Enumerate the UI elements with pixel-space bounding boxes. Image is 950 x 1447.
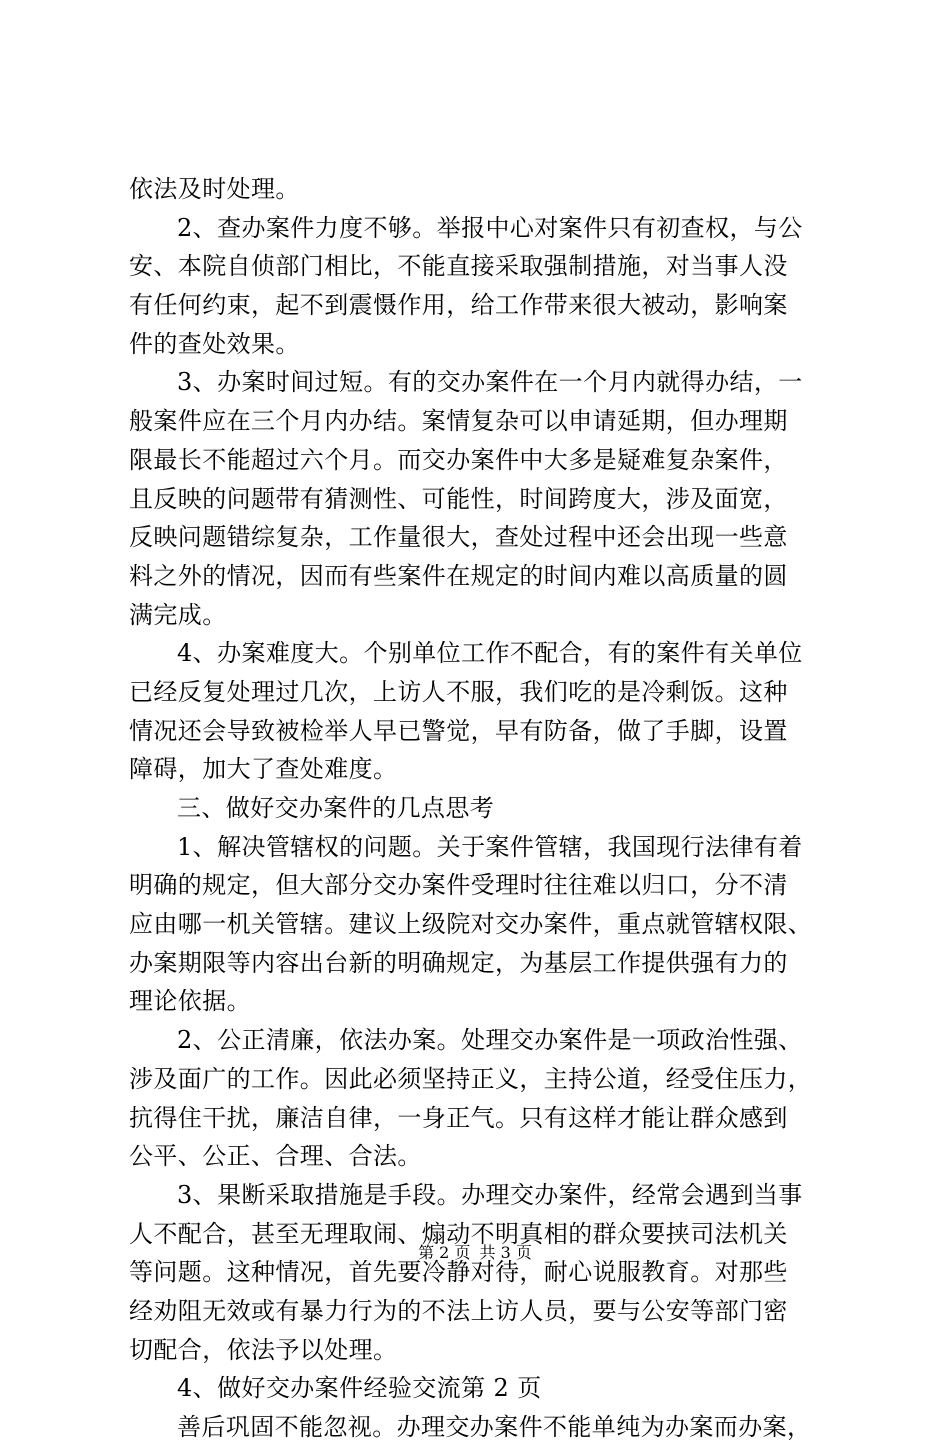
text-line: 善后巩固不能忽视。办理交办案件不能单纯为办案而办案， <box>177 1413 812 1441</box>
text-line: 安、本院自侦部门相比，不能直接采取强制措施，对当事人没 <box>129 252 788 281</box>
text-line: 等问题。这种情况，首先要冷静对待，耐心说服教育。对那些 <box>129 1258 788 1287</box>
text-line: 4、做好交办案件经验交流第 2 页 <box>177 1374 542 1403</box>
text-line: 1、解决管辖权的问题。关于案件管辖，我国现行法律有着 <box>177 832 803 861</box>
text-line: 明确的规定，但大部分交办案件受理时往往难以归口，分不清 <box>129 871 788 900</box>
text-line: 依法及时处理。 <box>129 175 300 203</box>
page-total: 共 3 页 <box>479 1243 532 1262</box>
text-line: 情况还会导致被检举人早已警觉，早有防备，做了手脚，设置 <box>129 716 788 745</box>
text-line: 限最长不能超过六个月。而交办案件中大多是疑难复杂案件， <box>129 445 788 474</box>
text-line: 切配合，依法予以处理。 <box>129 1335 398 1364</box>
text-line: 已经反复处理过几次，上访人不服，我们吃的是冷剩饭。这种 <box>129 677 788 706</box>
text-line: 满完成。 <box>129 600 227 629</box>
text-line: 公平、公正、合理、合法。 <box>129 1142 422 1171</box>
text-line: 2、查办案件力度不够。举报中心对案件只有初查权，与公 <box>177 213 803 242</box>
text-line: 反映问题错综复杂，工作量很大，查处过程中还会出现一些意 <box>129 523 788 552</box>
text-line: 三、做好交办案件的几点思考 <box>177 794 495 822</box>
page-footer <box>0 1243 950 1263</box>
text-line: 有任何约束，起不到震慑作用，给工作带来很大被动，影响案 <box>129 291 788 320</box>
text-line: 涉及面广的工作。因此必须坚持正义，主持公道，经受住压力， <box>129 1064 813 1093</box>
text-line: 2、公正清廉，依法办案。处理交办案件是一项政治性强、 <box>177 1026 803 1055</box>
text-line: 经劝阻无效或有暴力行为的不法上访人员，要与公安等部门密 <box>129 1296 788 1325</box>
text-line: 般案件应在三个月内办结。案情复杂可以申请延期，但办理期 <box>129 407 788 436</box>
text-line: 3、果断采取措施是手段。办理交办案件，经常会遇到当事 <box>177 1180 803 1209</box>
text-line: 料之外的情况，因而有些案件在规定的时间内难以高质量的圆 <box>129 561 788 590</box>
text-line: 3、办案时间过短。有的交办案件在一个月内就得办结，一 <box>177 368 803 397</box>
text-line: 办案期限等内容出台新的明确规定，为基层工作提供强有力的 <box>129 948 788 977</box>
text-line: 抗得住干扰，廉洁自律，一身正气。只有这样才能让群众感到 <box>129 1103 788 1132</box>
text-line: 且反映的问题带有猜测性、可能性，时间跨度大，涉及面宽， <box>129 484 788 513</box>
text-line: 应由哪一机关管辖。建议上级院对交办案件，重点就管辖权限、 <box>129 910 813 939</box>
text-line: 障碍，加大了查处难度。 <box>129 755 398 784</box>
text-line: 件的查处效果。 <box>129 329 300 358</box>
page-number: 第 2 页 <box>418 1243 471 1262</box>
text-line: 人不配合，甚至无理取闹、煽动不明真相的群众要挟司法机关 <box>129 1219 788 1248</box>
text-line: 理论依据。 <box>129 987 251 1016</box>
text-line: 4、办案难度大。个别单位工作不配合，有的案件有关单位 <box>177 639 803 668</box>
